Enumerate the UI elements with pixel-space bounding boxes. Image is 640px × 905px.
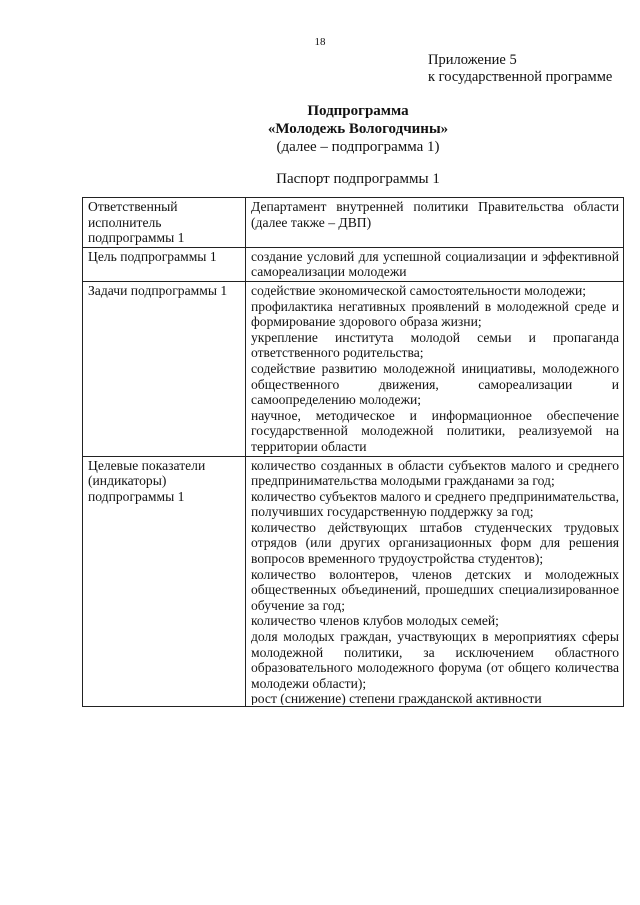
passport-title: Паспорт подпрограммы 1 <box>276 171 440 187</box>
document-header <box>0 102 640 156</box>
list-item: создание условий для успешной социализации и эффективной самореализации молодежи <box>251 248 619 280</box>
row-label: Задачи подпрограммы 1 <box>83 281 246 456</box>
table-row-tasks <box>83 281 624 456</box>
list-item: рост (снижение) степени гражданской активности <box>251 691 542 706</box>
table-row-goal <box>83 247 624 281</box>
table-row-indicators <box>83 456 624 707</box>
appendix-line-1: Приложение 5 <box>428 52 517 68</box>
list-item: укрепление института молодой семьи и пропаганда ответственного родительства; <box>251 329 619 361</box>
table-row-responsible <box>83 198 624 248</box>
list-item: количество волонтеров, членов детских и молодежных общественных объединений, прошедших специализированное обучение за год; <box>251 566 619 613</box>
row-label: Ответственный исполнитель подпрограммы 1 <box>83 198 246 248</box>
list-item: содействие развитию молодежной инициативы, молодежного общественного движения, самореализации и самоопределению молодежи; <box>251 360 619 408</box>
list-item: количество членов клубов молодых семей; <box>251 613 499 629</box>
appendix-label <box>428 52 612 86</box>
list-item: научное, методическое и информационное обеспечение государственной молодежной политики, реализуемой на территории области <box>251 407 619 454</box>
row-content <box>246 198 624 248</box>
document-subtitle: «Молодежь Вологодчины» <box>267 121 449 137</box>
list-item: доля молодых граждан, участвующих в мероприятиях сферы молодежной политики, за исключением областного образовательного молодежного форума (от общего количества молодежи области); <box>251 629 619 691</box>
appendix-line-2: к государственной программе <box>428 69 613 85</box>
list-item: профилактика негативных проявлений в молодежной среде и формирование здорового образа жизни; <box>251 298 619 330</box>
row-content <box>246 247 624 281</box>
list-item: содействие экономической самостоятельности молодежи; <box>251 282 586 298</box>
row-label: Целевые показатели (индикаторы) подпрограммы 1 <box>83 456 246 707</box>
list-item: количество действующих штабов студенческих трудовых отрядов (или других организационных форм для решения вопросов временного трудоустройства студентов); <box>251 519 619 567</box>
list-item: Департамент внутренней политики Правительства области (далее также – ДВП) <box>251 199 619 230</box>
row-content <box>246 281 624 456</box>
page-number: 18 <box>314 36 326 48</box>
document-note: (далее – подпрограмма 1) <box>276 139 440 155</box>
list-item: количество созданных в области субъектов малого и среднего предпринимательства молодыми гражданами за год; <box>251 457 619 489</box>
document-title: Подпрограмма <box>307 103 409 119</box>
list-item: количество субъектов малого и среднего предпринимательства, получивших государственную поддержку за год; <box>251 488 619 520</box>
row-label: Цель подпрограммы 1 <box>83 247 246 281</box>
row-content <box>246 456 624 707</box>
passport-table <box>82 197 624 707</box>
